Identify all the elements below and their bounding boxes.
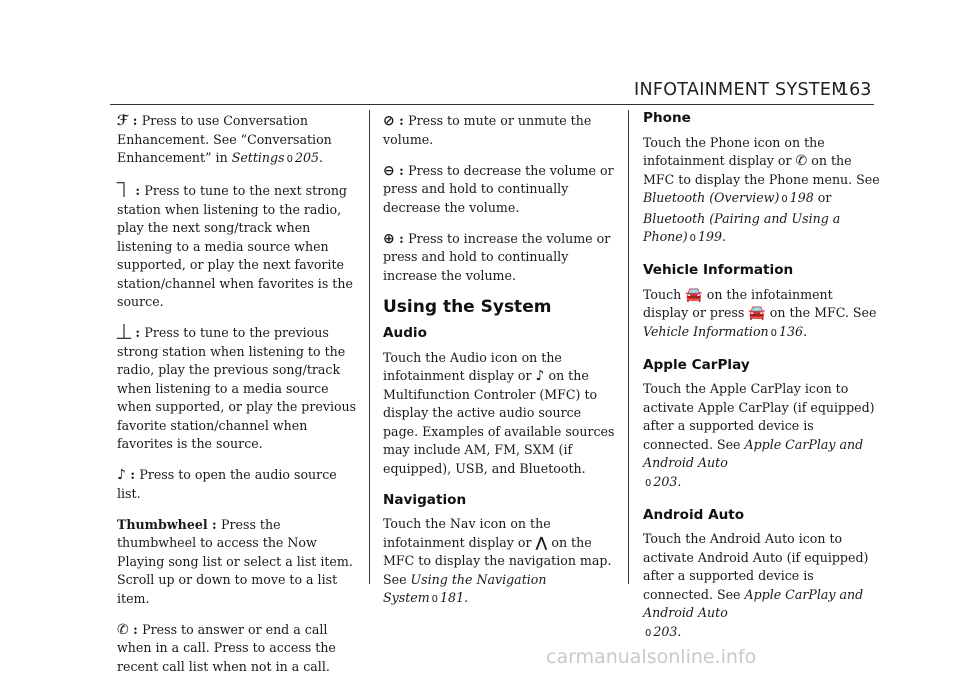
- android-auto-heading: Android Auto: [643, 506, 745, 523]
- phone-icon: ✆: [795, 153, 808, 169]
- seek-previous-icon: ⏊: [117, 325, 131, 341]
- page-ref-arrow-icon: 0: [286, 154, 293, 165]
- watermark: carmanualsonline.info: [546, 646, 757, 668]
- page-link[interactable]: 198: [789, 190, 814, 205]
- volume-down-icon: ⊖: [383, 162, 395, 179]
- page-link[interactable]: 181: [440, 590, 465, 605]
- thumbwheel-item: Thumbwheel : Press the thumbwheel to access the Now Playing song list or select a list item. Scroll up or down to move to a list item.: [117, 516, 353, 606]
- page-link[interactable]: 203: [653, 623, 678, 639]
- column-3: [643, 112, 880, 656]
- navigation-icon: ⋀: [535, 534, 548, 551]
- page-link[interactable]: 205: [294, 150, 319, 165]
- page-link[interactable]: 199: [698, 229, 723, 244]
- column-divider-2: [628, 110, 629, 584]
- running-header: INFOTAINMENT SYSTEM: [634, 80, 847, 100]
- xref-link[interactable]: Bluetooth (Overview): [643, 190, 780, 205]
- page-ref-arrow-icon: 0: [645, 627, 652, 639]
- xref-link[interactable]: Vehicle Information: [643, 323, 769, 339]
- volume-up-icon: ⊕: [383, 230, 395, 247]
- mute-item: ⊘ : Press to mute or unmute the volume.: [383, 113, 592, 147]
- xref-link[interactable]: Apple CarPlay and Android Auto: [643, 436, 864, 470]
- mute-icon: ⊘: [383, 113, 395, 129]
- page-link[interactable]: 136: [779, 323, 804, 339]
- header-rule: [110, 104, 874, 105]
- android-auto-paragraph: Touch the Android Auto icon to activate Android Auto (if equipped) after a supported device is connected. See Apple CarPlay and Android Auto 0 203.: [643, 531, 869, 639]
- xref-link[interactable]: Bluetooth (Pairing and Using a Phone): [643, 210, 841, 244]
- thumbwheel-term: Thumbwheel: [117, 516, 208, 532]
- phone-heading: Phone: [643, 110, 691, 126]
- xref-link[interactable]: Settings: [231, 150, 285, 165]
- conversation-enhancement-icon: ℱ: [117, 113, 129, 129]
- audio-source-item: ♪ : Press to open the audio source list.: [117, 467, 337, 501]
- phone-paragraph: Touch the Phone icon on the infotainment display or ✆ on the MFC to display the Phone menu. See Bluetooth (Overview) 0 198 or Bluetooth (Pairing and Using a Phone) 0 199.: [643, 134, 880, 244]
- column-divider-1: [369, 110, 370, 584]
- conversation-enhancement-item: ℱ : Press to use Conversation Enhancement. See “Conversation Enhancement” in Settings 0 205.: [117, 113, 332, 165]
- vehicle-info-icon: 🚘: [748, 305, 766, 321]
- page-number: 163: [838, 80, 872, 100]
- apple-carplay-paragraph: Touch the Apple CarPlay icon to activate Apple CarPlay (if equipped) after a supported device is connected. See Apple CarPlay and Android Auto 0 203.: [643, 381, 875, 489]
- vehicle-info-icon: 🚘: [685, 286, 703, 303]
- xref-link[interactable]: Using the Navigation System: [383, 571, 547, 605]
- column-1: [117, 112, 357, 689]
- audio-heading: Audio: [383, 325, 427, 341]
- music-note-icon: ♪: [117, 467, 126, 483]
- page-ref-arrow-icon: 0: [431, 594, 439, 605]
- seek-previous-item: ⏊ : Press to tune to the previous strong station when listening to the radio, play the previous song/track when listening to a media source when supported, or play the previous favorite station/channel when favorites is the source.: [117, 325, 357, 451]
- seek-next-item: ⏋ : Press to tune to the next strong station when listening to the radio, play the next song/track when listening to a media source when supported, or play the next favorite station/channel when favorites is the source.: [117, 183, 353, 309]
- page-ref-arrow-icon: 0: [781, 194, 788, 205]
- navigation-heading: Navigation: [383, 491, 467, 508]
- vehicle-information-heading: Vehicle Information: [643, 262, 794, 278]
- music-note-icon: ♪: [535, 368, 545, 384]
- page-ref-arrow-icon: 0: [645, 477, 652, 489]
- phone-call-item: ✆ : Press to answer or end a call when in a call. Press to access the recent call list when not in a call.: [117, 621, 336, 674]
- page-link[interactable]: 203: [653, 473, 678, 489]
- section-heading: Using the System: [383, 296, 552, 317]
- navigation-paragraph: Touch the Nav icon on the infotainment display or ⋀ on the MFC to display the navigation map. See Using the Navigation System 0 181.: [383, 516, 612, 605]
- audio-paragraph: Touch the Audio icon on the infotainment display or ♪ on the Multifunction Controler (MFC) to display the active audio source page. Examples of available sources may include AM, FM, SXM (if equipped), USB, and Bluetooth.: [383, 349, 615, 476]
- volume-down-item: ⊖ : Press to decrease the volume or press and hold to continually decrease the volume.: [383, 162, 614, 215]
- volume-up-item: ⊕ : Press to increase the volume or press and hold to continually increase the volume.: [383, 230, 611, 283]
- page-ref-arrow-icon: 0: [770, 327, 778, 339]
- column-2: [383, 112, 618, 622]
- xref-link[interactable]: Apple CarPlay and Android Auto: [643, 586, 864, 620]
- apple-carplay-heading: Apple CarPlay: [643, 356, 750, 373]
- seek-next-icon: ⏋: [117, 183, 131, 199]
- phone-icon: ✆: [117, 621, 129, 638]
- vehicle-information-paragraph: Touch 🚘 on the infotainment display or press 🚘 on the MFC. See Vehicle Information 0 136.: [643, 286, 877, 339]
- page-ref-arrow-icon: 0: [689, 233, 697, 244]
